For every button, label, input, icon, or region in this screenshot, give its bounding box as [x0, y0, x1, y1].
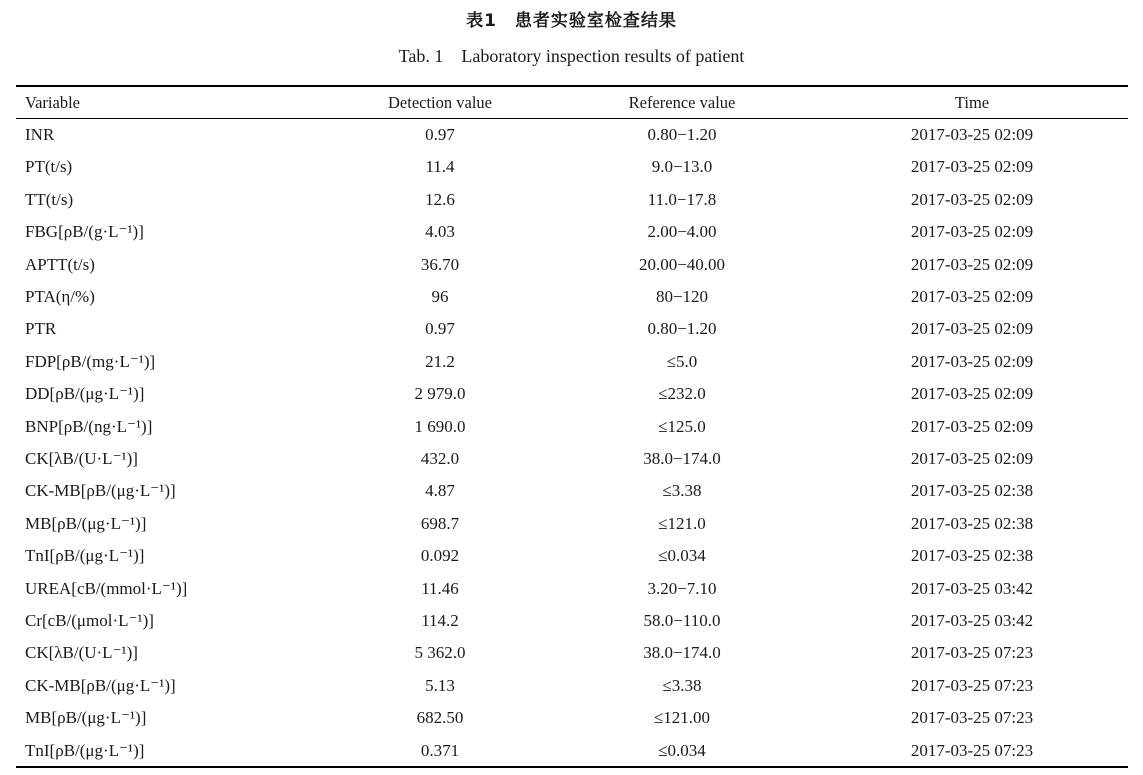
cell-detection-value: 36.70: [420, 254, 460, 274]
cell-reference-value: 2.00−4.00: [647, 222, 717, 242]
cell-variable: DD[ρB/(μg·L⁻¹)]: [25, 384, 145, 404]
table-row: [0, 509, 1143, 539]
cell-detection-value: 0.371: [420, 740, 460, 760]
cell-variable: APTT(t/s): [25, 254, 95, 274]
cell-time: 2017-03-25 02:09: [910, 125, 1034, 144]
cell-reference-value: ≤3.38: [662, 481, 702, 501]
cell-variable: Cr[cB/(μmol·L⁻¹)]: [25, 611, 154, 630]
table-caption-english: Tab. 1 Laboratory inspection results of patient: [398, 46, 745, 66]
table-row: [0, 671, 1143, 701]
table-header-row: [0, 88, 1143, 118]
cell-reference-value: ≤0.034: [658, 740, 706, 760]
cell-time: 2017-03-25 07:23: [910, 708, 1034, 728]
cell-reference-value: 20.00−40.00: [638, 254, 726, 274]
table-row: [0, 120, 1143, 150]
cell-reference-value: 11.0−17.8: [647, 189, 717, 209]
cell-time: 2017-03-25 02:09: [910, 222, 1034, 242]
table-row: [0, 185, 1143, 215]
cell-detection-value: 1 690.0: [414, 416, 466, 436]
table-row: [0, 476, 1143, 506]
cell-detection-value: 698.7: [420, 513, 460, 533]
table-row: [0, 347, 1143, 377]
cell-variable: MB[ρB/(μg·L⁻¹)]: [25, 513, 147, 533]
cell-time: 2017-03-25 02:09: [910, 254, 1034, 274]
cell-detection-value: 96: [431, 287, 449, 306]
cell-reference-value: 58.0−110.0: [643, 611, 721, 630]
cell-time: 2017-03-25 03:42: [910, 578, 1034, 598]
table-row: [0, 152, 1143, 182]
cell-reference-value: ≤0.034: [658, 546, 706, 566]
cell-variable: CK[λB/(U·L⁻¹)]: [25, 643, 138, 663]
cell-time: 2017-03-25 02:38: [910, 513, 1034, 533]
cell-detection-value: 4.87: [425, 481, 455, 501]
cell-time: 2017-03-25 02:38: [910, 546, 1034, 566]
cell-reference-value: 38.0−174.0: [643, 449, 721, 468]
cell-variable: FBG[ρB/(g·L⁻¹)]: [25, 222, 144, 242]
cell-variable: MB[ρB/(μg·L⁻¹)]: [25, 708, 147, 728]
cell-reference-value: ≤232.0: [658, 384, 706, 404]
cell-detection-value: 5.13: [425, 675, 455, 695]
cell-time: 2017-03-25 02:09: [910, 157, 1034, 177]
header-rule: [16, 118, 1128, 119]
cell-time: 2017-03-25 02:09: [910, 189, 1034, 209]
cell-detection-value: 0.092: [420, 546, 460, 566]
table-row: [0, 314, 1143, 344]
cell-variable: PT(t/s): [25, 157, 73, 177]
cell-reference-value: 0.80−1.20: [647, 125, 717, 144]
bottom-rule: [16, 766, 1128, 768]
cell-detection-value: 4.03: [425, 222, 455, 242]
cell-detection-value: 114.2: [421, 611, 459, 630]
table-row: [0, 606, 1143, 636]
cell-time: 2017-03-25 03:42: [910, 611, 1034, 630]
cell-variable: INR: [25, 125, 55, 144]
cell-variable: PTA(η/%): [25, 287, 95, 306]
cell-reference-value: ≤3.38: [662, 675, 702, 695]
top-rule: [16, 85, 1128, 87]
cell-detection-value: 5 362.0: [414, 643, 466, 663]
cell-variable: BNP[ρB/(ng·L⁻¹)]: [25, 416, 153, 436]
cell-detection-value: 11.46: [421, 578, 459, 598]
cell-variable: PTR: [25, 319, 57, 339]
cell-reference-value: ≤5.0: [666, 351, 698, 371]
cell-time: 2017-03-25 02:09: [910, 384, 1034, 404]
column-header-detection-value: Detection value: [388, 93, 492, 112]
cell-reference-value: ≤121.00: [653, 708, 711, 728]
cell-reference-value: 80−120: [655, 287, 709, 306]
cell-variable: FDP[ρB/(mg·L⁻¹)]: [25, 351, 156, 371]
cell-time: 2017-03-25 02:09: [910, 319, 1034, 339]
cell-time: 2017-03-25 07:23: [910, 643, 1034, 663]
cell-detection-value: 0.97: [425, 319, 455, 339]
cell-detection-value: 21.2: [425, 351, 455, 371]
table-row: [0, 217, 1143, 247]
table-caption-chinese: 表1 患者实验室检查结果: [466, 11, 677, 31]
cell-reference-value: 38.0−174.0: [643, 643, 721, 663]
column-header-time: Time: [954, 93, 990, 112]
table-row: [0, 282, 1143, 312]
cell-time: 2017-03-25 02:09: [910, 287, 1034, 306]
cell-variable: CK-MB[ρB/(μg·L⁻¹)]: [25, 675, 176, 695]
cell-variable: TT(t/s): [25, 189, 74, 209]
cell-variable: UREA[cB/(mmol·L⁻¹)]: [25, 578, 188, 598]
cell-time: 2017-03-25 02:09: [910, 351, 1034, 371]
table-row: [0, 541, 1143, 571]
cell-variable: TnI[ρB/(μg·L⁻¹)]: [25, 740, 145, 760]
table-row: [0, 444, 1143, 474]
cell-detection-value: 12.6: [425, 189, 455, 209]
cell-detection-value: 2 979.0: [414, 384, 466, 404]
cell-reference-value: 9.0−13.0: [651, 157, 713, 177]
table-row: [0, 574, 1143, 604]
cell-variable: TnI[ρB/(μg·L⁻¹)]: [25, 546, 145, 566]
cell-variable: CK-MB[ρB/(μg·L⁻¹)]: [25, 481, 176, 501]
cell-detection-value: 11.4: [425, 157, 455, 177]
column-header-reference-value: Reference value: [628, 93, 736, 112]
table-row: [0, 703, 1143, 733]
cell-time: 2017-03-25 02:09: [910, 449, 1034, 468]
table-row: [0, 412, 1143, 442]
table-row: [0, 379, 1143, 409]
cell-reference-value: 3.20−7.10: [647, 578, 717, 598]
cell-variable: CK[λB/(U·L⁻¹)]: [25, 449, 138, 468]
cell-time: 2017-03-25 02:09: [910, 416, 1034, 436]
table-row: [0, 736, 1143, 766]
cell-detection-value: 682.50: [416, 708, 464, 728]
cell-reference-value: ≤125.0: [658, 416, 706, 436]
cell-reference-value: ≤121.0: [658, 513, 706, 533]
cell-time: 2017-03-25 07:23: [910, 740, 1034, 760]
column-header-variable: Variable: [25, 93, 80, 112]
table-row: [0, 250, 1143, 280]
table-row: [0, 638, 1143, 668]
cell-time: 2017-03-25 02:38: [910, 481, 1034, 501]
cell-time: 2017-03-25 07:23: [910, 675, 1034, 695]
cell-reference-value: 0.80−1.20: [647, 319, 717, 339]
cell-detection-value: 0.97: [425, 125, 455, 144]
cell-detection-value: 432.0: [420, 449, 460, 468]
